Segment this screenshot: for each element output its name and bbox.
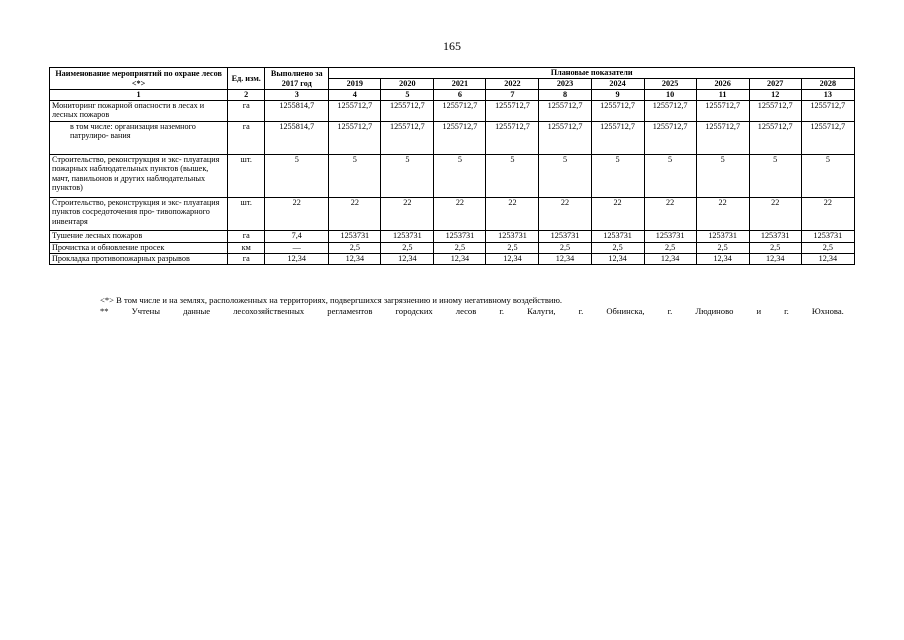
column-number: 12 [749, 90, 801, 101]
footnote-word: и [756, 306, 762, 316]
page-number: 165 [443, 39, 461, 53]
header-year: 2023 [539, 79, 591, 90]
row-done: 1255814,7 [265, 121, 329, 154]
row-value: 12,34 [591, 253, 644, 264]
row-value: 1255712,7 [381, 121, 434, 154]
table-row [50, 230, 855, 242]
footnote-word: г. [667, 306, 673, 316]
table-row [50, 253, 855, 264]
row-name [50, 121, 228, 154]
header-unit: Ед. изм. [228, 68, 265, 90]
row-value: 22 [644, 197, 696, 230]
row-value: 5 [749, 154, 801, 197]
row-value: 5 [486, 154, 539, 197]
row-unit: км [228, 242, 265, 253]
row-unit: га [228, 230, 265, 242]
row-value: 1255712,7 [539, 121, 591, 154]
row-value: 12,34 [749, 253, 801, 264]
row-value: 12,34 [434, 253, 486, 264]
row-value: 22 [696, 197, 749, 230]
footnote-word: Людиново [695, 306, 734, 316]
row-value: 2,5 [381, 242, 434, 253]
column-number: 5 [381, 90, 434, 101]
column-number: 8 [539, 90, 591, 101]
header-year: 2020 [381, 79, 434, 90]
row-value: 22 [749, 197, 801, 230]
row-value: 12,34 [539, 253, 591, 264]
row-value: 1253731 [591, 230, 644, 242]
row-value: 5 [434, 154, 486, 197]
header-year: 2026 [696, 79, 749, 90]
header-done: Выполнено за 2017 год [265, 68, 329, 90]
row-name-text: в том числе: организация наземного патрулиро- вания [70, 121, 196, 141]
row-value: 1255712,7 [696, 100, 749, 121]
row-value: 1255712,7 [801, 100, 854, 121]
row-unit: га [228, 100, 265, 121]
row-value: 1255712,7 [749, 121, 801, 154]
row-done: — [265, 242, 329, 253]
row-value: 5 [591, 154, 644, 197]
row-value: 1255712,7 [801, 121, 854, 154]
row-value: 5 [539, 154, 591, 197]
row-value: 22 [591, 197, 644, 230]
header-year: 2019 [329, 79, 381, 90]
row-name: Мониторинг пожарной опасности в лесах и лесных пожаров [50, 100, 228, 121]
row-value: 1253731 [749, 230, 801, 242]
row-value: 2,5 [591, 242, 644, 253]
row-done: 22 [265, 197, 329, 230]
row-value: 2,5 [749, 242, 801, 253]
row-value: 1255712,7 [644, 121, 696, 154]
footnote-1: <*> В том числе и на землях, расположенных на территориях, подвергшихся загрязнению и иному негативному воздействию. [100, 295, 563, 305]
footnote-word: Калуги, [527, 306, 556, 316]
header-year: 2021 [434, 79, 486, 90]
footnote-word: Обнинска, [606, 306, 645, 316]
row-done: 7,4 [265, 230, 329, 242]
footnote-word: Юхнова. [811, 306, 844, 316]
row-name: Прочистка и обновление просек [50, 242, 228, 253]
row-value: 1255712,7 [749, 100, 801, 121]
footnote-word: г. [578, 306, 584, 316]
row-value: 12,34 [801, 253, 854, 264]
row-value: 1255712,7 [591, 100, 644, 121]
column-number: 2 [228, 90, 265, 101]
table-row [50, 154, 855, 197]
column-number: 9 [591, 90, 644, 101]
row-value: 12,34 [381, 253, 434, 264]
row-value: 1255712,7 [434, 100, 486, 121]
row-value: 12,34 [329, 253, 381, 264]
row-value: 1255712,7 [539, 100, 591, 121]
footnote-word: данные [183, 306, 211, 316]
column-number: 6 [434, 90, 486, 101]
row-value: 2,5 [434, 242, 486, 253]
header-plan: Плановые показатели [329, 68, 855, 79]
table-row [50, 242, 855, 253]
header-name: Наименование мероприятий по охране лесов <*> [50, 68, 228, 90]
row-value: 22 [801, 197, 854, 230]
footnote-word: регламентов [327, 306, 373, 316]
table-row [50, 121, 855, 154]
header-year: 2022 [486, 79, 539, 90]
footnote-word: г. [499, 306, 505, 316]
row-value: 2,5 [801, 242, 854, 253]
forest-protection-table [49, 67, 855, 265]
header-year: 2025 [644, 79, 696, 90]
column-number: 10 [644, 90, 696, 101]
row-value: 22 [381, 197, 434, 230]
row-value: 1253731 [539, 230, 591, 242]
footnote-2 [100, 306, 844, 317]
row-value: 1255712,7 [381, 100, 434, 121]
row-value: 1253731 [486, 230, 539, 242]
row-value: 1253731 [381, 230, 434, 242]
table-row [50, 100, 855, 121]
footnote-word: Учтены [131, 306, 161, 316]
row-value: 22 [434, 197, 486, 230]
row-value: 12,34 [486, 253, 539, 264]
row-value: 1255712,7 [644, 100, 696, 121]
row-value: 2,5 [486, 242, 539, 253]
row-value: 1255712,7 [434, 121, 486, 154]
row-value: 22 [486, 197, 539, 230]
row-value: 1253731 [696, 230, 749, 242]
column-number: 13 [801, 90, 854, 101]
row-name: Прокладка противопожарных разрывов [50, 253, 228, 264]
row-value: 1255712,7 [329, 100, 381, 121]
footnote-word: ** [100, 306, 109, 316]
row-unit: шт. [228, 154, 265, 197]
row-name: Строительство, реконструкция и экс- плуатация пунктов сосредоточения про- тивопожарного инвентаря [50, 197, 228, 230]
row-value: 5 [644, 154, 696, 197]
row-value: 12,34 [696, 253, 749, 264]
row-name: Строительство, реконструкция и экс- плуатация пожарных наблюдательных пунктов (вышек, мачт, павильонов и других наблюдательных пунктов) [50, 154, 228, 197]
row-value: 1255712,7 [591, 121, 644, 154]
column-number: 3 [265, 90, 329, 101]
row-value: 5 [381, 154, 434, 197]
row-name: Тушение лесных пожаров [50, 230, 228, 242]
row-value: 2,5 [539, 242, 591, 253]
row-value: 1253731 [801, 230, 854, 242]
column-number: 4 [329, 90, 381, 101]
header-year: 2027 [749, 79, 801, 90]
row-unit: га [228, 121, 265, 154]
column-number: 1 [50, 90, 228, 101]
footnote-word: городских [395, 306, 433, 316]
row-done: 1255814,7 [265, 100, 329, 121]
row-value: 1253731 [644, 230, 696, 242]
header-year: 2024 [591, 79, 644, 90]
row-value: 12,34 [644, 253, 696, 264]
row-value: 2,5 [329, 242, 381, 253]
row-done: 5 [265, 154, 329, 197]
row-value: 2,5 [644, 242, 696, 253]
row-value: 1253731 [434, 230, 486, 242]
row-unit: га [228, 253, 265, 264]
table-row [50, 197, 855, 230]
row-value: 1255712,7 [696, 121, 749, 154]
row-value: 1255712,7 [486, 100, 539, 121]
row-value: 1255712,7 [329, 121, 381, 154]
row-value: 5 [329, 154, 381, 197]
row-done: 12,34 [265, 253, 329, 264]
row-value: 1253731 [329, 230, 381, 242]
column-number: 7 [486, 90, 539, 101]
row-value: 22 [539, 197, 591, 230]
footnote-word: лесохозяйственных [233, 306, 305, 316]
footnote-word: лесов [455, 306, 477, 316]
row-value: 1255712,7 [486, 121, 539, 154]
row-value: 5 [696, 154, 749, 197]
footnotes [100, 295, 844, 317]
footnote-word: г. [784, 306, 789, 316]
row-value: 22 [329, 197, 381, 230]
column-number: 11 [696, 90, 749, 101]
row-value: 2,5 [696, 242, 749, 253]
row-value: 5 [801, 154, 854, 197]
row-unit: шт. [228, 197, 265, 230]
header-year: 2028 [801, 79, 854, 90]
